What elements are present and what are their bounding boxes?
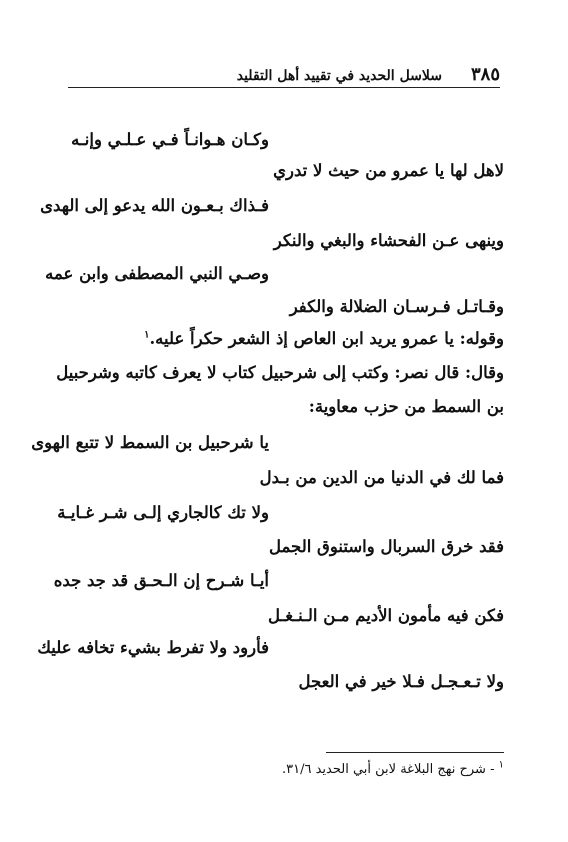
- verse-line: وكـان هـوانـاً فـي عـلـي وإنـه: [71, 130, 269, 149]
- verse-line: فـذاك بـعـون الله يدعو إلى الهدى: [40, 196, 269, 215]
- verse-line: وينهى عـن الفحشاء والبغي والنكر: [273, 231, 504, 250]
- verse-line: فقد خرق السربال واستنوق الجمل: [269, 537, 504, 556]
- footnote: [281, 759, 504, 777]
- prose-line: بن السمط من حزب معاوية:: [308, 397, 504, 416]
- header-rule: [68, 87, 500, 88]
- prose-line: وقال: قال نصر: وكتب إلى شرحبيل كتاب لا يعرف كاتبه وشرحبيل: [56, 363, 504, 382]
- verse-line: وصـي النبي المصطفى وابن عمه: [45, 264, 269, 283]
- verse-line: ولا تك كالجاري إلـى شـر غـايـة: [57, 503, 269, 522]
- verse-line: فما لك في الدنيا من الدين من بـدل: [259, 468, 504, 487]
- verse-line: يا شرحبيل بن السمط لا تتبع الهوى: [31, 433, 269, 452]
- running-title: سلاسل الحديد في تقييد أهل التقليد: [236, 68, 442, 84]
- page-number: ٣٨٥: [470, 64, 500, 85]
- verse-line: أيـا شـرح إن الـحـق قد جد جده: [53, 571, 269, 590]
- verse-line: ولا تـعـجـل فـلا خير في العجل: [298, 672, 504, 691]
- page-header: [68, 64, 500, 88]
- footnote-text: - شرح نهج البلاغة لابن أبي الحديد ٣١/٦.: [281, 762, 495, 777]
- prose-line: وقوله: يا عمرو يريد ابن العاص إذ الشعر حكراً عليه.$^١$: [144, 329, 504, 348]
- verse-line: وقـاتـل فـرسـان الضلالة والكفر: [289, 297, 504, 316]
- verse-line: لاهل لها يا عمرو من حيث لا تدري: [273, 161, 504, 180]
- footnote-marker: ١: [498, 759, 504, 771]
- footnote-rule: [326, 752, 504, 753]
- verse-line: فكن فيه مأمون الأديم مـن الـنـغـل: [267, 606, 504, 625]
- footnote-ref: ١: [144, 329, 150, 341]
- verse-line: فأرود ولا تفرط بشيء تخافه عليك: [37, 638, 269, 657]
